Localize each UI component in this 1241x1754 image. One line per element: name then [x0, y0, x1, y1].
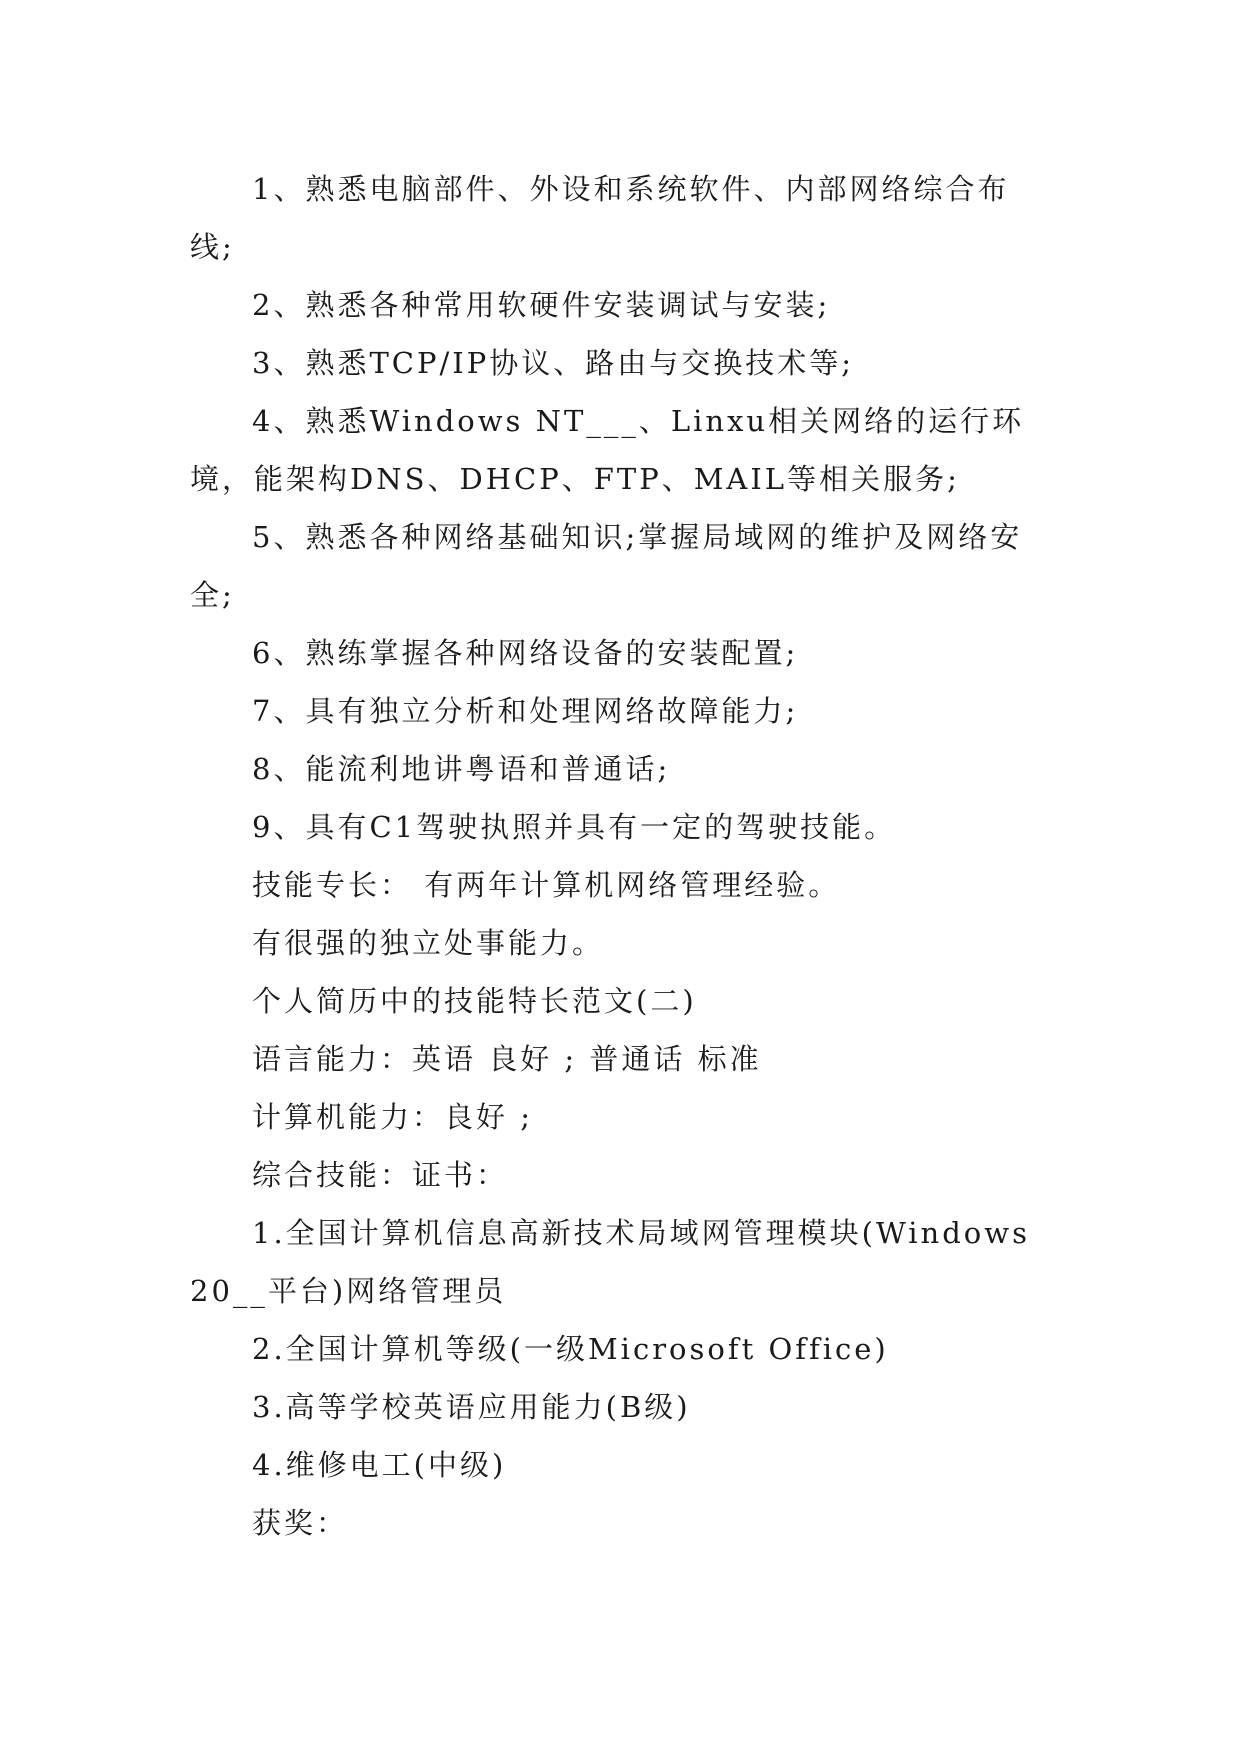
paragraph-item-3: 3、熟悉TCP/IP协议、路由与交换技术等; — [252, 346, 855, 380]
skills-specialty-line: 技能专长： 有两年计算机网络管理经验。 — [252, 868, 841, 902]
paragraph-item-2: 2、熟悉各种常用软硬件安装调试与安装; — [252, 288, 831, 322]
independence-line: 有很强的独立处事能力。 — [252, 926, 605, 960]
language-ability-line: 语言能力：英语 良好 ; 普通话 标准 — [252, 1042, 762, 1076]
paragraph-item-7: 7、具有独立分析和处理网络故障能力; — [252, 694, 799, 728]
certificate-item-2: 2.全国计算机等级(一级Microsoft Office) — [252, 1332, 889, 1366]
paragraph-item-9: 9、具有C1驾驶执照并具有一定的驾驶技能。 — [252, 810, 897, 844]
paragraph-item-4: 4、熟悉Windows NT___、Linxu相关网络的运行环境，能架构DNS、DHCP、FTP、MAIL等相关服务; — [190, 404, 1025, 496]
paragraph-item-8: 8、能流利地讲粤语和普通话; — [252, 752, 671, 786]
document-body — [190, 160, 1050, 1552]
paragraph-item-5: 5、熟悉各种网络基础知识;掌握局域网的维护及网络安全; — [190, 520, 1023, 612]
section-heading: 个人简历中的技能特长范文(二) — [252, 984, 697, 1018]
comprehensive-skills-line: 综合技能：证书： — [252, 1158, 509, 1192]
certificate-item-3: 3.高等学校英语应用能力(B级) — [252, 1390, 691, 1424]
awards-heading: 获奖： — [252, 1506, 349, 1540]
certificate-item-1: 1.全国计算机信息高新技术局域网管理模块(Windows 20__平台)网络管理员 — [190, 1216, 1030, 1308]
paragraph-item-1: 1、熟悉电脑部件、外设和系统软件、内部网络综合布线; — [190, 172, 1010, 264]
certificate-item-4: 4.维修电工(中级) — [252, 1448, 507, 1482]
paragraph-item-6: 6、熟练掌握各种网络设备的安装配置; — [252, 636, 799, 670]
computer-ability-line: 计算机能力：良好 ; — [252, 1100, 533, 1134]
